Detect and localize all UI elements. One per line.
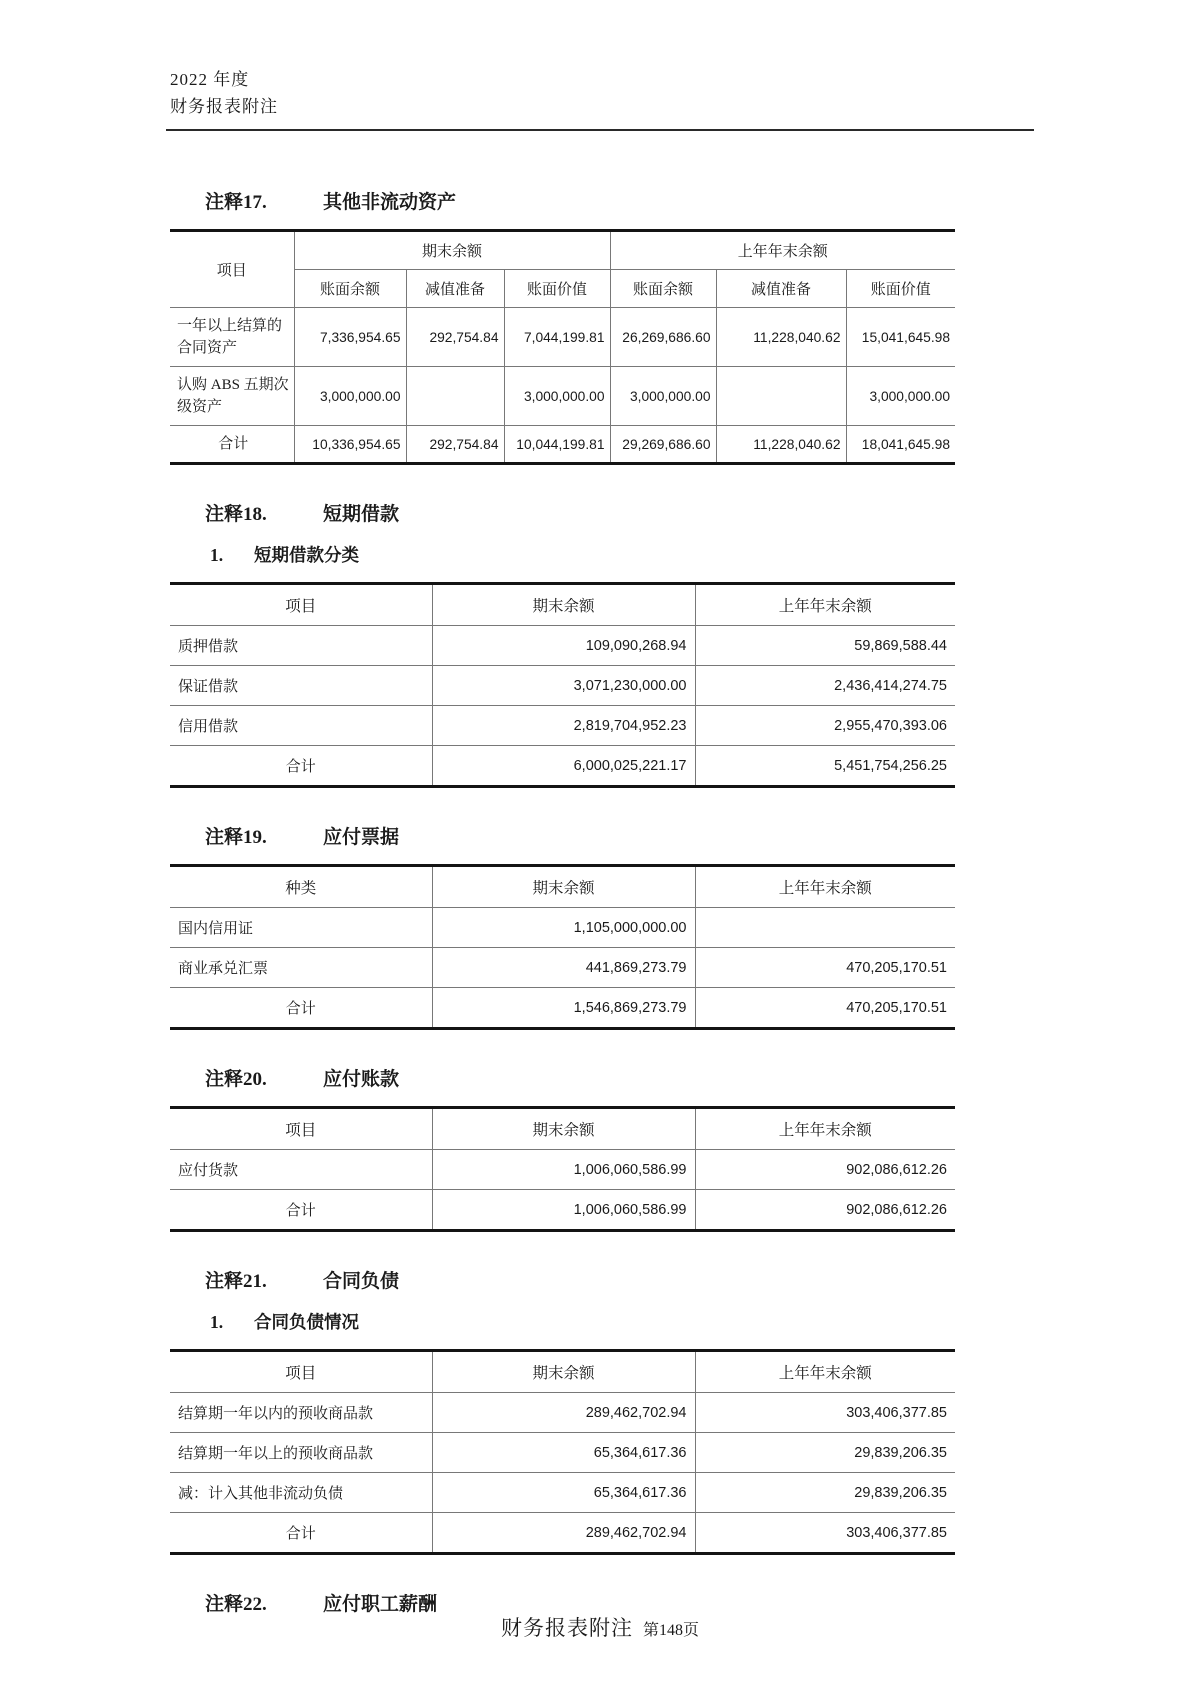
cell-value: 29,269,686.60 [610,426,716,464]
table-row [170,1393,955,1433]
cell-value: 3,000,000.00 [610,367,716,426]
column-header-item: 项目 [170,1351,432,1393]
column-header-closing-balance: 期末余额 [432,866,695,908]
note17-table [170,229,955,465]
cell-value: 29,839,206.35 [695,1433,955,1473]
table-header-row [170,584,955,626]
cell-value: 1,006,060,586.99 [432,1150,695,1190]
column-header-prior-year-balance: 上年年末余额 [695,866,955,908]
note18-table [170,582,955,788]
cell-value: 10,336,954.65 [294,426,406,464]
cell-value: 470,205,170.51 [695,988,955,1029]
table-row [170,746,955,787]
note17-title [170,187,960,214]
cell-value: 470,205,170.51 [695,948,955,988]
cell-value: 7,044,199.81 [504,308,610,367]
cell-value: 1,546,869,273.79 [432,988,695,1029]
note17-number: 注释17. [205,192,267,213]
cell-value: 2,955,470,393.06 [695,706,955,746]
note20-number: 注释20. [205,1069,267,1090]
column-header-impairment: 减值准备 [716,270,846,308]
footer-page-number: 第148页 [642,1622,699,1639]
row-label: 商业承兑汇票 [170,948,432,988]
note21-subsection-text: 合同负债情况 [254,1312,359,1332]
table-row [170,948,955,988]
column-header-prior-year-balance: 上年年末余额 [695,1108,955,1150]
cell-value: 1,105,000,000.00 [432,908,695,948]
note21-title-text: 合同负债 [323,1271,400,1292]
page-footer [0,1612,1200,1642]
note20-title-text: 应付账款 [323,1069,400,1090]
row-label: 减：计入其他非流动负债 [170,1473,432,1513]
column-header-impairment: 减值准备 [406,270,504,308]
row-label: 结算期一年以内的预收商品款 [170,1393,432,1433]
column-header-book-balance: 账面余额 [610,270,716,308]
row-label: 国内信用证 [170,908,432,948]
cell-value: 10,044,199.81 [504,426,610,464]
cell-value: 29,839,206.35 [695,1473,955,1513]
note22-title-text: 应付职工薪酬 [323,1594,438,1615]
row-label: 一年以上结算的合同资产 [170,308,294,367]
cell-value: 3,000,000.00 [294,367,406,426]
table-row [170,666,955,706]
cell-value: 902,086,612.26 [695,1150,955,1190]
cell-value: 11,228,040.62 [716,426,846,464]
cell-value: 18,041,645.98 [846,426,955,464]
cell-value: 109,090,268.94 [432,626,695,666]
table-header-row [170,1108,955,1150]
note21-number: 注释21. [205,1271,267,1292]
cell-value: 5,451,754,256.25 [695,746,955,787]
cell-value: 2,436,414,274.75 [695,666,955,706]
column-header-type: 种类 [170,866,432,908]
table-row [170,426,955,464]
cell-value: 289,462,702.94 [432,1393,695,1433]
note21-subsection-number: 1. [210,1312,224,1332]
table-header-row [170,866,955,908]
cell-value: 292,754.84 [406,426,504,464]
cell-value: 65,364,617.36 [432,1433,695,1473]
column-header-book-value: 账面价值 [846,270,955,308]
note20-table [170,1106,955,1232]
cell-value: 26,269,686.60 [610,308,716,367]
cell-value: 1,006,060,586.99 [432,1190,695,1231]
table-row [170,1513,955,1554]
cell-value [716,367,846,426]
row-label: 合计 [170,1190,432,1231]
cell-value: 441,869,273.79 [432,948,695,988]
cell-value: 303,406,377.85 [695,1393,955,1433]
row-label: 认购 ABS 五期次级资产 [170,367,294,426]
table-row [170,1150,955,1190]
cell-value: 3,000,000.00 [504,367,610,426]
note21-subsection [170,1309,960,1334]
cell-value: 7,336,954.65 [294,308,406,367]
note18-title [170,499,960,526]
row-label: 信用借款 [170,706,432,746]
table-row [170,1473,955,1513]
document-header [170,0,960,131]
row-label: 质押借款 [170,626,432,666]
column-header-book-value: 账面价值 [504,270,610,308]
footer-doc-label: 财务报表附注 [500,1616,633,1640]
note21-table [170,1349,955,1555]
column-header-item: 项目 [170,231,294,308]
note19-table [170,864,955,1030]
cell-value: 3,071,230,000.00 [432,666,695,706]
cell-value: 289,462,702.94 [432,1513,695,1554]
table-header-row [170,1351,955,1393]
cell-value: 65,364,617.36 [432,1473,695,1513]
note18-subsection [170,542,960,567]
row-label: 结算期一年以上的预收商品款 [170,1433,432,1473]
note19-title [170,822,960,849]
cell-value: 902,086,612.26 [695,1190,955,1231]
table-row [170,908,955,948]
cell-value: 15,041,645.98 [846,308,955,367]
column-header-prior-year-balance: 上年年末余额 [695,1351,955,1393]
column-header-item: 项目 [170,1108,432,1150]
note18-number: 注释18. [205,504,267,525]
cell-value: 2,819,704,952.23 [432,706,695,746]
cell-value [406,367,504,426]
cell-value: 292,754.84 [406,308,504,367]
table-row [170,367,955,426]
column-header-closing-balance: 期末余额 [432,1108,695,1150]
row-label: 合计 [170,746,432,787]
note18-subsection-number: 1. [210,545,224,565]
note20-title [170,1064,960,1091]
header-title: 财务报表附注 [170,97,278,116]
page-content [170,0,960,1616]
column-group-closing: 期末余额 [294,231,610,270]
row-label: 合计 [170,988,432,1029]
header-year: 2022 年度 [170,70,250,89]
table-row [170,988,955,1029]
row-label: 保证借款 [170,666,432,706]
note19-number: 注释19. [205,827,267,848]
table-row [170,308,955,367]
table-row [170,1433,955,1473]
header-rule [166,129,1034,131]
note21-title [170,1266,960,1293]
cell-value: 303,406,377.85 [695,1513,955,1554]
table-row [170,626,955,666]
cell-value: 6,000,025,221.17 [432,746,695,787]
column-group-prior-year: 上年年末余额 [610,231,955,270]
cell-value: 59,869,588.44 [695,626,955,666]
column-header-closing-balance: 期末余额 [432,584,695,626]
row-label: 应付货款 [170,1150,432,1190]
note17-title-text: 其他非流动资产 [323,192,457,213]
note18-subsection-text: 短期借款分类 [254,545,359,565]
column-header-closing-balance: 期末余额 [432,1351,695,1393]
cell-value: 11,228,040.62 [716,308,846,367]
column-header-prior-year-balance: 上年年末余额 [695,584,955,626]
table-row [170,1190,955,1231]
note18-title-text: 短期借款 [323,504,400,525]
row-label: 合计 [170,426,294,464]
table-row [170,706,955,746]
row-label: 合计 [170,1513,432,1554]
note19-title-text: 应付票据 [323,827,400,848]
column-header-book-balance: 账面余额 [294,270,406,308]
note22-number: 注释22. [205,1594,267,1615]
table-header-row [170,231,955,270]
column-header-item: 项目 [170,584,432,626]
cell-value: 3,000,000.00 [846,367,955,426]
cell-value [695,908,955,948]
